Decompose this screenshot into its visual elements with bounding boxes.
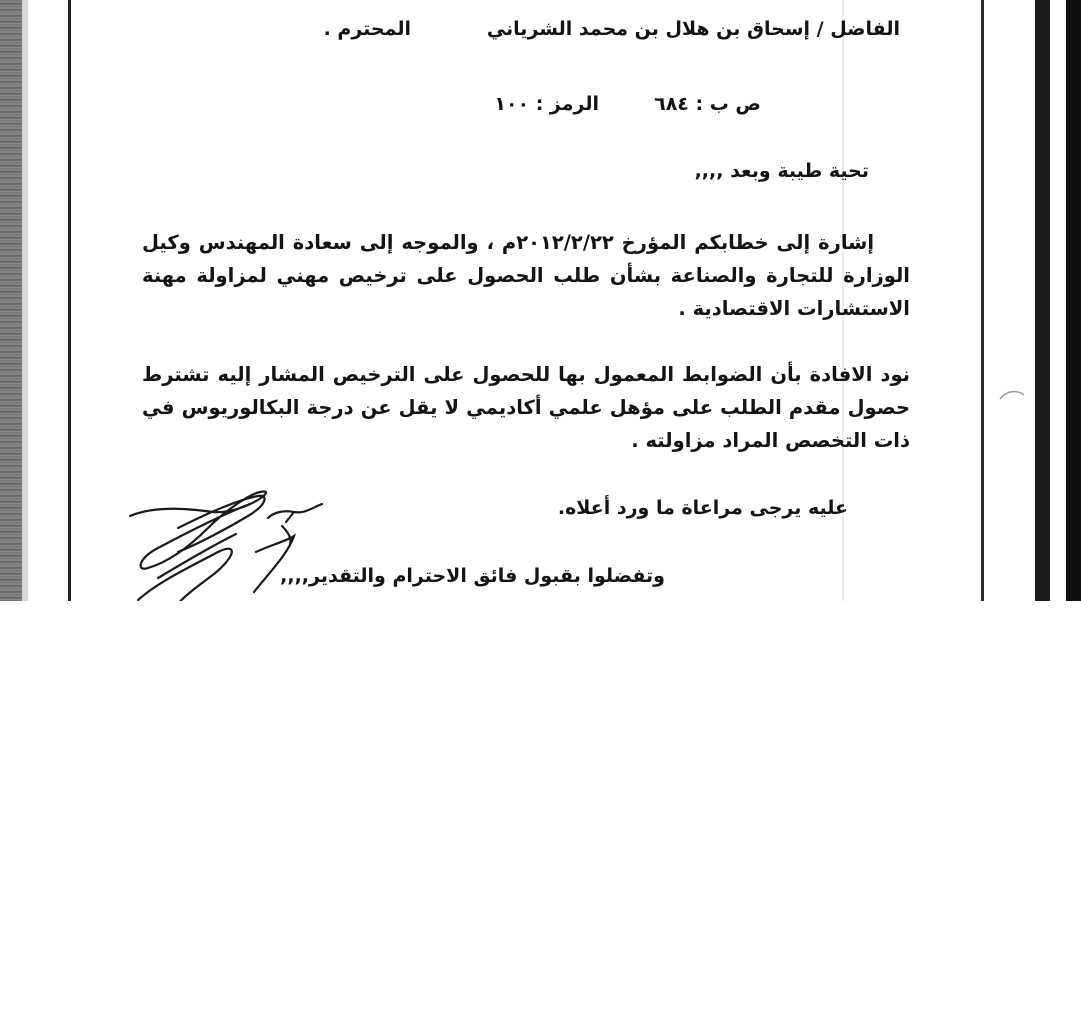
recipient-honorific: المحترم . — [323, 18, 411, 40]
body-paragraph-requirements: نود الافادة بأن الضوابط المعمول بها للحصول على الترخيص المشار إليه تشترط حصول مقدم الطلب على مؤهل علمي أكاديمي لا يقل عن درجة البكالوريوس في ذات التخصص المراد مزاولته . — [142, 363, 910, 452]
body-paragraph-reference: إشارة إلى خطابكم المؤرخ ٢٠١٢/٢/٢٢م ، والموجه إلى سعادة المهندس وكيل الوزارة للتجارة والصناعة بشأن طلب الحصول على ترخيص مهني لمزاولة مهنة الاستشارات الاقتصادية . — [142, 231, 910, 320]
closing-request: عليه يرجى مراعاة ما ورد أعلاه. — [557, 497, 848, 519]
postal-code: الرمز : ١٠٠ — [494, 93, 599, 115]
scan-edge-right — [1035, 0, 1050, 601]
greeting: تحية طيبة وبعد ,,,, — [694, 160, 869, 182]
closing-regards: وتفضلوا بقبول فائق الاحترام والتقدير,,,, — [280, 565, 665, 587]
po-box: ص ب : ٦٨٤ — [654, 93, 761, 115]
scan-edge-left — [0, 0, 22, 601]
scan-edge-right-outer — [1066, 0, 1081, 601]
page-border-right — [981, 0, 984, 601]
scan-edge-left-highlight — [22, 0, 28, 601]
paper-corner-mark — [996, 385, 1028, 407]
page-border-left — [68, 0, 71, 601]
handwritten-signature — [118, 482, 338, 601]
recipient-name: الفاضل / إسحاق بن هلال بن محمد الشرياني — [486, 18, 900, 40]
